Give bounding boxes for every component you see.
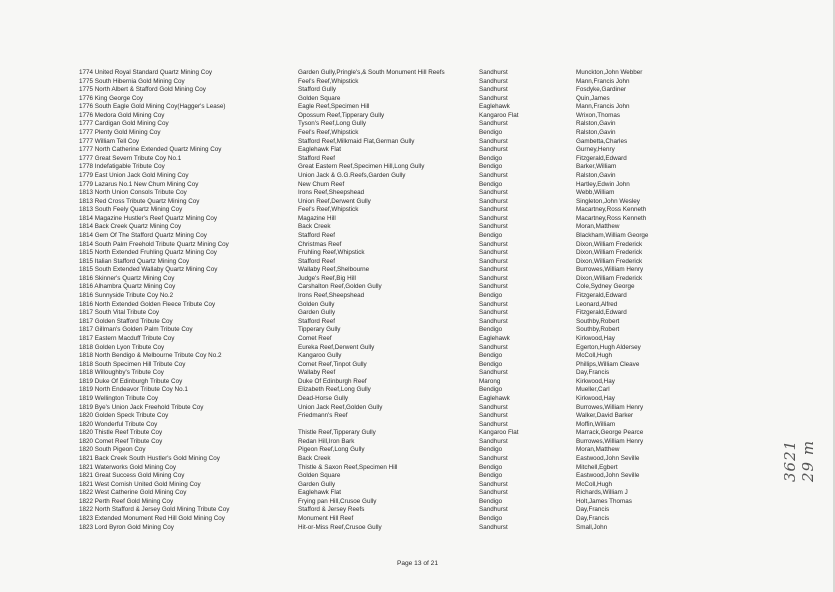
reef-location: Great Eastern Reef,Specimen Hill,Long Gully (298, 163, 425, 171)
registrant-name: Mueller,Carl (576, 386, 610, 394)
record-row (79, 404, 699, 413)
district: Marong (479, 377, 501, 385)
registrant-name: Walker,David Barker (576, 412, 634, 420)
registrant-name: Burrowes,William Henry (576, 266, 644, 274)
record-row (79, 163, 699, 172)
record-row (79, 232, 699, 241)
company-name: 1813 North Union Consols Tribute Coy (79, 189, 187, 197)
registrant-name: Richards,William J (576, 489, 628, 497)
district: Sandhurst (479, 283, 508, 291)
registrant-name: Ralston,Gavin (576, 129, 616, 137)
record-row (79, 335, 699, 344)
record-row (79, 275, 699, 284)
record-row (79, 378, 699, 387)
company-name: 1820 South Pigeon Coy (79, 446, 146, 454)
district: Sandhurst (479, 206, 508, 214)
record-row (79, 464, 699, 473)
registrant-name: Ralston,Gavin (576, 120, 616, 128)
company-name: 1777 Great Severn Tribute Coy No.1 (79, 154, 182, 162)
record-row (79, 283, 699, 292)
registrant-name: Blackham,William George (576, 231, 649, 239)
record-row (79, 438, 699, 447)
reef-location: Stafford Reef (298, 231, 335, 239)
company-name: 1815 South Extended Wallaby Quartz Mining Coy (79, 266, 218, 274)
registrant-name: Cole,Sydney George (576, 283, 635, 291)
registrant-name: Dixon,William Frederick (576, 274, 643, 282)
district: Bendigo (479, 231, 503, 239)
company-name: 1817 Eastern Macduff Tribute Coy (79, 334, 175, 342)
reef-location: Golden Square (298, 94, 341, 102)
registrant-name: Burrowes,William Henry (576, 403, 644, 411)
record-row (79, 241, 699, 250)
record-row (79, 146, 699, 155)
company-name: 1821 Waterworks Gold Mining Coy (79, 463, 177, 471)
reef-location: Christmas Reef (298, 240, 342, 248)
district: Bendigo (479, 292, 503, 300)
record-row (79, 524, 699, 533)
district: Sandhurst (479, 274, 508, 282)
district: Kangaroo Flat (479, 429, 519, 437)
record-row (79, 215, 699, 224)
company-name: 1820 Golden Speck Tribute Coy (79, 412, 169, 420)
reef-location: Golden Square (298, 472, 341, 480)
registrant-name: Kirkwood,Hay (576, 394, 615, 402)
registrant-name: Fosdyke,Gardiner (576, 86, 627, 94)
reef-location: Feel's Reef,Whipstick (298, 129, 359, 137)
record-row (79, 292, 699, 301)
registrant-name: Fitzgerald,Edward (576, 154, 627, 162)
reef-location: New Chum Reef (298, 180, 345, 188)
district: Eaglehawk (479, 103, 510, 111)
registrant-name: Southby,Robert (576, 326, 620, 334)
district: Bendigo (479, 497, 503, 505)
district: Bendigo (479, 326, 503, 334)
reef-location: Carshalton Reef,Golden Gully (298, 283, 382, 291)
record-row (79, 481, 699, 490)
reef-location: Stafford & Jersey Reefs (298, 506, 365, 514)
registrant-name: Dixon,William Frederick (576, 257, 643, 265)
record-row (79, 120, 699, 129)
district: Sandhurst (479, 146, 508, 154)
company-name: 1814 Magazine Hustler's Reef Quartz Mining Coy (79, 214, 218, 222)
district: Sandhurst (479, 412, 508, 420)
company-name: 1777 Cardigan Gold Mining Coy (79, 120, 169, 128)
reef-location: Eaglehawk Flat (298, 146, 342, 154)
reef-location: Eureka Reef,Derwent Gully (298, 343, 375, 351)
company-name: 1818 North Bendigo & Melbourne Tribute Coy No.2 (79, 352, 222, 360)
company-name: 1779 Lazarus No.1 New Chum Mining Coy (79, 180, 199, 188)
record-row (79, 352, 699, 361)
district: Sandhurst (479, 240, 508, 248)
registrant-name: Eastwood,John Seville (576, 455, 640, 463)
district: Sandhurst (479, 257, 508, 265)
company-name: 1814 Back Creek Quartz Mining Coy (79, 223, 182, 231)
district: Eaglehawk (479, 334, 510, 342)
registrant-name: Hartley,Edwin John (576, 180, 630, 188)
record-row (79, 155, 699, 164)
record-row (79, 198, 699, 207)
company-name: 1775 North Albert & Stafford Gold Mining Coy (79, 86, 206, 94)
registrant-name: Day,Francis (576, 515, 610, 523)
registrant-name: Marrack,George Pearce (576, 429, 644, 437)
district: Sandhurst (479, 420, 508, 428)
record-row (79, 472, 699, 481)
company-name: 1776 Medora Gold Mining Coy (79, 111, 165, 119)
reef-location: Duke Of Edinburgh Reef (298, 377, 367, 385)
record-row (79, 258, 699, 267)
record-row (79, 86, 699, 95)
record-row (79, 369, 699, 378)
district: Bendigo (479, 472, 503, 480)
district: Sandhurst (479, 343, 508, 351)
reef-location: Stafford Reef (298, 257, 335, 265)
reef-location: Wallaby Reef (298, 369, 336, 377)
company-name: 1817 Gillman's Golden Palm Tribute Coy (79, 326, 193, 334)
company-name: 1823 Extended Monument Red Hill Gold Mining Coy (79, 515, 225, 523)
registrant-name: Burrowes,William Henry (576, 437, 644, 445)
company-name: 1817 Golden Stafford Tribute Coy (79, 317, 173, 325)
registrant-name: Kirkwood,Hay (576, 334, 615, 342)
company-name: 1819 Wellington Tribute Coy (79, 394, 158, 402)
registrant-name: McColl,Hugh (576, 352, 613, 360)
registrant-name: Webb,William (576, 189, 615, 197)
record-row (79, 506, 699, 515)
registrant-name: Quin,James (576, 94, 610, 102)
company-name: 1818 Golden Lyon Tribute Coy (79, 343, 165, 351)
district: Bendigo (479, 129, 503, 137)
record-row (79, 172, 699, 181)
registrant-name: Leonard,Alfred (576, 300, 618, 308)
registrant-name: Barker,William (576, 163, 617, 171)
company-name: 1777 William Tell Coy (79, 137, 140, 145)
district: Sandhurst (479, 437, 508, 445)
company-name: 1776 South Eagle Gold Mining Coy(Hagger's Lease) (79, 103, 226, 111)
company-name: 1815 Italian Stafford Quartz Mining Coy (79, 257, 190, 265)
registrant-name: Mann,Francis John (576, 77, 630, 85)
registrant-name: Moran,Matthew (576, 446, 620, 454)
company-name: 1777 Plenty Gold Mining Coy (79, 129, 161, 137)
company-name: 1813 South Feely Quartz Mining Coy (79, 206, 183, 214)
registrant-name: Mann,Francis John (576, 103, 630, 111)
reef-location: Comet Reef,Tinpot Gully (298, 360, 367, 368)
reef-location: Garden Gully,Pringle's,& South Monument Hill Reefs (298, 69, 445, 76)
district: Bendigo (479, 515, 503, 523)
district: Sandhurst (479, 94, 508, 102)
record-row (79, 69, 699, 78)
reef-location: Back Creek (298, 223, 331, 231)
company-name: 1822 North Stafford & Jersey Gold Mining Tribute Coy (79, 506, 230, 514)
registrant-name: Moffin,William (576, 420, 616, 428)
record-row (79, 489, 699, 498)
company-name: 1776 King George Coy (79, 94, 144, 102)
reef-location: Feel's Reef,Whipstick (298, 206, 359, 214)
record-row (79, 266, 699, 275)
record-row (79, 112, 699, 121)
registrant-name: Macartney,Ross Kenneth (576, 206, 647, 214)
record-row (79, 515, 699, 524)
reef-location: Friedmann's Reef (298, 412, 348, 420)
reef-location: Magazine Hill (298, 214, 336, 222)
record-row (79, 309, 699, 318)
company-name: 1821 Back Creek South Hustler's Gold Mining Coy (79, 455, 220, 463)
reef-location: Tipperary Gully (298, 326, 341, 334)
reef-location: Dead-Horse Gully (298, 394, 349, 402)
district: Sandhurst (479, 137, 508, 145)
district: Kangaroo Flat (479, 111, 519, 119)
district: Sandhurst (479, 506, 508, 514)
record-row (79, 189, 699, 198)
district: Sandhurst (479, 171, 508, 179)
registrant-name: Ralston,Gavin (576, 171, 616, 179)
company-name: 1822 West Catherine Gold Mining Coy (79, 489, 187, 497)
record-row (79, 78, 699, 87)
district: Eaglehawk (479, 394, 510, 402)
district: Sandhurst (479, 480, 508, 488)
registrant-name: Mitchell,Egbert (576, 463, 618, 471)
district: Bendigo (479, 463, 503, 471)
reef-location: Wallaby Reef,Shelbourne (298, 266, 370, 274)
company-name: 1814 Gem Of The Stafford Quartz Mining Coy (79, 231, 207, 239)
reef-location: Irons Reef,Sheepshead (298, 189, 365, 197)
district: Sandhurst (479, 86, 508, 94)
company-name: 1821 Great Success Gold Mining Coy (79, 472, 185, 480)
reef-location: Comet Reef (298, 334, 332, 342)
reef-location: Feel's Reef,Whipstick (298, 77, 359, 85)
district: Bendigo (479, 163, 503, 171)
record-row (79, 249, 699, 258)
district: Sandhurst (479, 309, 508, 317)
district: Bendigo (479, 386, 503, 394)
registrant-name: Dixon,William Frederick (576, 249, 643, 257)
registrant-name: Phillips,William Cleave (576, 360, 640, 368)
registrant-name: Dixon,William Frederick (576, 240, 643, 248)
registrant-name: Day,Francis (576, 506, 610, 514)
company-name: 1821 West Cornish United Gold Mining Coy (79, 480, 201, 488)
record-row (79, 206, 699, 215)
reef-location: Stafford Gully (298, 86, 337, 94)
registrant-name: Macartney,Ross Kenneth (576, 214, 647, 222)
company-name: 1816 North Extended Golden Fleece Tribute Coy (79, 300, 216, 308)
company-name: 1816 Sunnyside Tribute Coy No.2 (79, 292, 174, 300)
reef-location: Garden Gully (298, 480, 336, 488)
record-row (79, 421, 699, 430)
district: Bendigo (479, 360, 503, 368)
district: Sandhurst (479, 403, 508, 411)
company-name: 1819 North Endeavor Tribute Coy No.1 (79, 386, 188, 394)
district: Sandhurst (479, 77, 508, 85)
reef-location: Kangaroo Gully (298, 352, 342, 360)
district: Sandhurst (479, 455, 508, 463)
registrant-name: McColl,Hugh (576, 480, 613, 488)
district: Bendigo (479, 352, 503, 360)
registrant-name: Singleton,John Wesley (576, 197, 640, 205)
district: Bendigo (479, 446, 503, 454)
reef-location: Back Creek (298, 455, 331, 463)
reef-location: Judge's Reef,Big Hill (298, 274, 356, 282)
company-name: 1778 Indefatigable Tribute Coy (79, 163, 165, 171)
registrant-name: Holt,James Thomas (576, 497, 632, 505)
reef-location: Redan Hill,Iron Bark (298, 437, 355, 445)
company-name: 1775 South Hibernia Gold Mining Coy (79, 77, 185, 85)
registrant-name: Fitzgerald,Edward (576, 292, 627, 300)
district: Sandhurst (479, 489, 508, 497)
district: Bendigo (479, 180, 503, 188)
record-row (79, 129, 699, 138)
reef-location: Union Jack Reef,Golden Gully (298, 403, 383, 411)
record-row (79, 395, 699, 404)
registrant-name: Gurney,Henry (576, 146, 615, 154)
registrant-name: Munckton,John Webber (576, 69, 643, 76)
record-row (79, 361, 699, 370)
company-name: 1822 Perth Reef Gold Mining Coy (79, 497, 174, 505)
record-row (79, 103, 699, 112)
reef-location: Eaglehawk Flat (298, 489, 342, 497)
district: Sandhurst (479, 197, 508, 205)
record-row (79, 446, 699, 455)
registrant-name: Southby,Robert (576, 317, 620, 325)
record-row (79, 138, 699, 147)
handwritten-note: 3621 29 m (781, 439, 817, 482)
reef-location: Golden Gully (298, 300, 335, 308)
company-name: 1817 South Vital Tribute Coy (79, 309, 160, 317)
reef-location: Stafford Reef (298, 317, 335, 325)
registrant-name: Egerton,Hugh Aldersey (576, 343, 641, 351)
company-name: 1816 Skinner's Quartz Mining Coy (79, 274, 175, 282)
record-row (79, 429, 699, 438)
company-name: 1813 Red Cross Tribute Quartz Mining Coy (79, 197, 200, 205)
reef-location: Pigeon Reef,Long Gully (298, 446, 365, 454)
district: Sandhurst (479, 317, 508, 325)
record-row (79, 95, 699, 104)
reef-location: Irons Reef,Sheepshead (298, 292, 365, 300)
reef-location: Eagle Reef,Specimen Hill (298, 103, 370, 111)
record-row (79, 181, 699, 190)
company-name: 1818 Willoughby's Tribute Coy (79, 369, 164, 377)
company-name: 1820 Comet Reef Tribute Coy (79, 437, 163, 445)
company-name: 1819 Bye's Union Jack Freehold Tribute Coy (79, 403, 204, 411)
record-row (79, 344, 699, 353)
registrant-name: Fitzgerald,Edward (576, 309, 627, 317)
company-name: 1815 North Extended Fruhling Quartz Mining Coy (79, 249, 217, 257)
reef-location: Thistle Reef,Tipperary Gully (298, 429, 376, 437)
registrant-name: Small,John (576, 523, 608, 531)
district: Sandhurst (479, 69, 508, 76)
reef-location: Hit-or-Miss Reef,Crusoe Gully (298, 523, 382, 531)
district: Sandhurst (479, 300, 508, 308)
district: Bendigo (479, 154, 503, 162)
record-list (79, 69, 699, 532)
reef-location: Thistle & Saxon Reef,Specimen Hill (298, 463, 398, 471)
district: Sandhurst (479, 266, 508, 274)
registrant-name: Moran,Matthew (576, 223, 620, 231)
district: Sandhurst (479, 523, 508, 531)
company-name: 1816 Alhambra Quartz Mining Coy (79, 283, 176, 291)
district: Sandhurst (479, 249, 508, 257)
company-name: 1819 Duke Of Edinburgh Tribute Coy (79, 377, 183, 385)
record-row (79, 498, 699, 507)
record-row (79, 318, 699, 327)
record-row (79, 455, 699, 464)
company-name: 1823 Lord Byron Gold Mining Coy (79, 523, 174, 531)
district: Sandhurst (479, 120, 508, 128)
reef-location: Opossum Reef,Tipperary Gully (298, 111, 385, 119)
registrant-name: Kirkwood,Hay (576, 377, 615, 385)
district: Sandhurst (479, 189, 508, 197)
record-row (79, 301, 699, 310)
registrant-name: Gambetta,Charles (576, 137, 628, 145)
company-name: 1814 South Palm Freehold Tribute Quartz Mining Coy (79, 240, 229, 248)
reef-location: Union Reef,Derwent Gully (298, 197, 371, 205)
reef-location: Fruhling Reef,Whipstick (298, 249, 365, 257)
company-name: 1779 East Union Jack Gold Mining Coy (79, 171, 189, 179)
district: Sandhurst (479, 369, 508, 377)
reef-location: Union Jack & G.G.Reefs,Garden Gully (298, 171, 406, 179)
company-name: 1820 Thistle Reef Tribute Coy (79, 429, 163, 437)
reef-location: Monument Hill Reef (298, 515, 354, 523)
registrant-name: Eastwood,John Seville (576, 472, 640, 480)
page-footer: Page 13 of 21 (396, 560, 439, 567)
registrant-name: Day,Francis (576, 369, 610, 377)
record-row (79, 223, 699, 232)
district: Sandhurst (479, 214, 508, 222)
company-name: 1774 United Royal Standard Quartz Mining Coy (79, 69, 213, 76)
reef-location: Garden Gully (298, 309, 336, 317)
district: Sandhurst (479, 223, 508, 231)
reef-location: Stafford Reef,Milkmaid Flat,German Gully (298, 137, 415, 145)
company-name: 1820 Wonderful Tribute Coy (79, 420, 158, 428)
registrant-name: Wrixon,Thomas (576, 111, 620, 119)
reef-location: Elizabeth Reef,Long Gully (298, 386, 371, 394)
record-row (79, 412, 699, 421)
record-row (79, 326, 699, 335)
reef-location: Tyson's Reef,Long Gully (298, 120, 367, 128)
company-name: 1818 South Specimen Hill Tribute Coy (79, 360, 186, 368)
reef-location: Stafford Reef (298, 154, 335, 162)
company-name: 1777 North Catherine Extended Quartz Mining Coy (79, 146, 222, 154)
reef-location: Frying pan Hill,Crusoe Gully (298, 497, 377, 505)
record-row (79, 386, 699, 395)
